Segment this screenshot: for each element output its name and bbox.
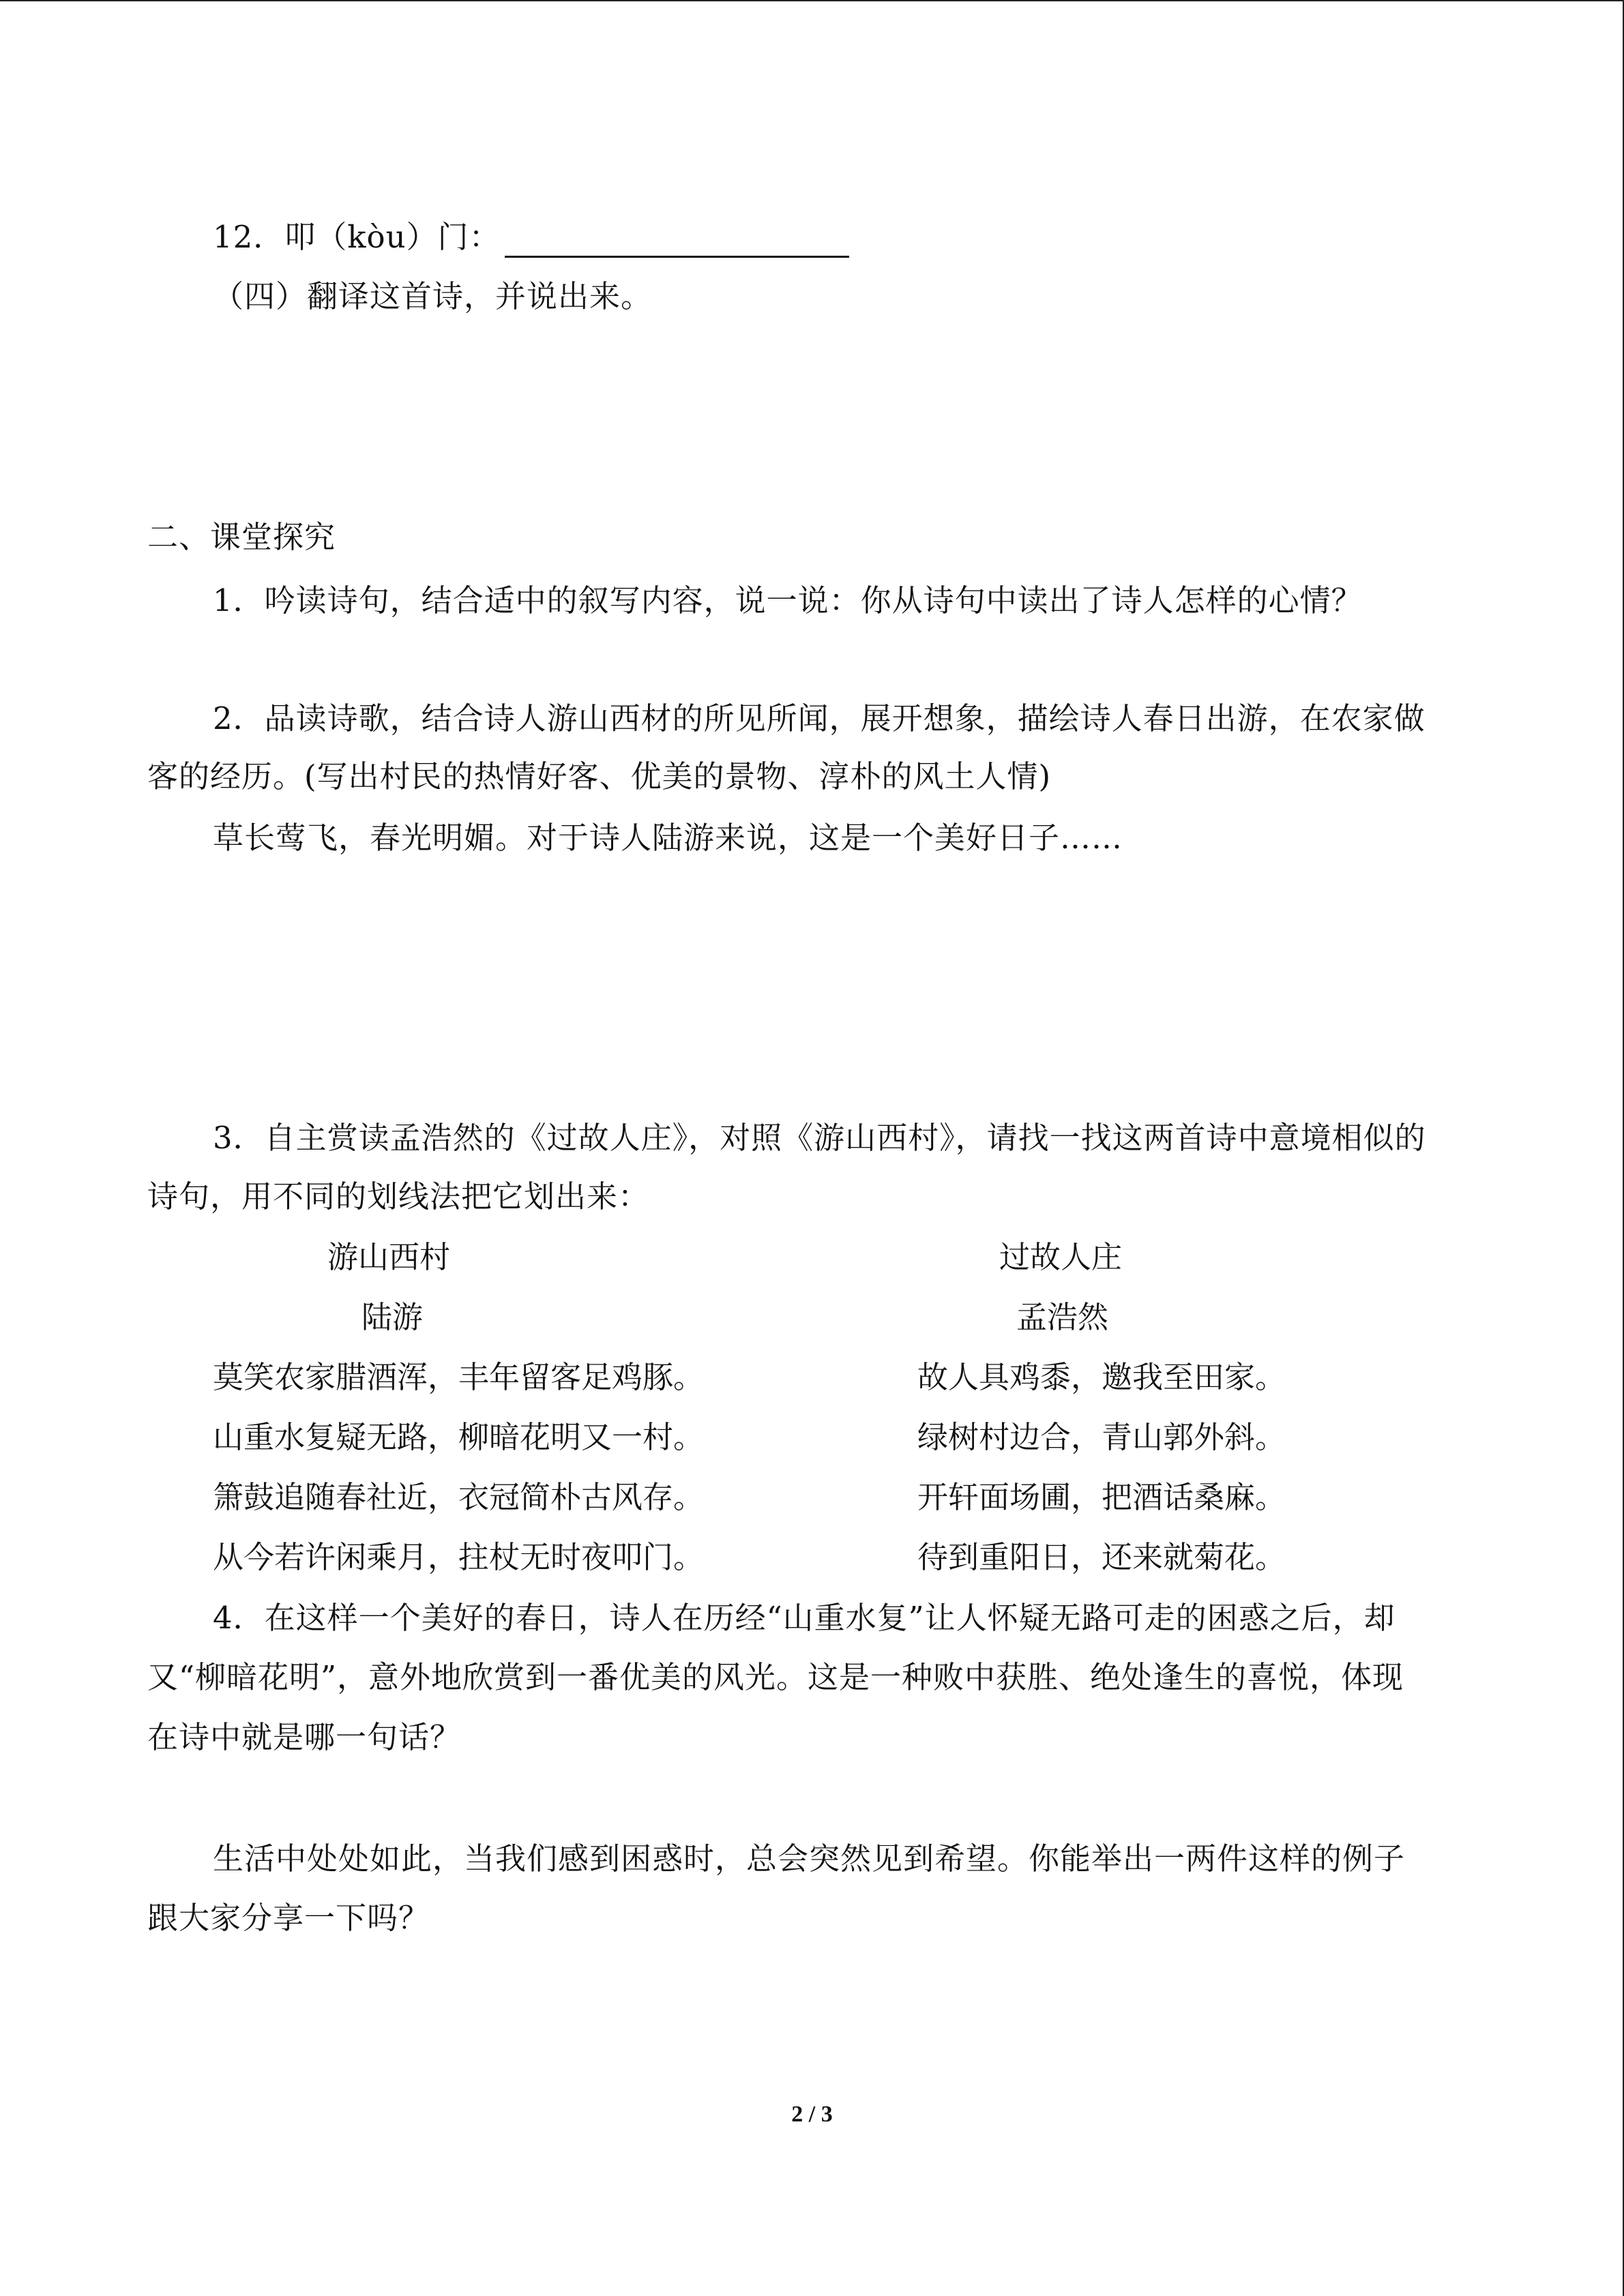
question-1: 1．吟读诗句，结合适中的叙写内容，说一说：你从诗句中读出了诗人怎样的心情？ <box>213 582 1363 618</box>
poem-left-title: 游山西村 <box>327 1239 451 1275</box>
question-12 <box>213 217 849 258</box>
answer-blank[interactable] <box>505 226 849 258</box>
poem-left-line: 山重水复疑无路，柳暗花明又一村。 <box>213 1419 705 1455</box>
poem-left-line: 从今若许闲乘月，拄杖无时夜叩门。 <box>213 1539 705 1575</box>
question-4-line-2: 又“柳暗花明”，意外地欣赏到一番优美的风光。这是一种败中获胜、绝处逢生的喜悦，体现 <box>147 1659 1404 1695</box>
question-4-line-3: 在诗中就是哪一句话？ <box>147 1719 462 1755</box>
poem-right-line: 故人具鸡黍，邀我至田家。 <box>917 1359 1286 1395</box>
question-2-start: 草长莺飞，春光明媚。对于诗人陆游来说，这是一个美好日子…… <box>213 820 1123 856</box>
question-4-line-1: 4．在这样一个美好的春日，诗人在历经“山重水复”让人怀疑无路可走的困惑之后，却 <box>213 1600 1396 1636</box>
question-5-line-2: 跟大家分享一下吗？ <box>147 1900 430 1936</box>
question-2-line-2: 客的经历。(写出村民的热情好客、优美的景物、淳朴的风土人情) <box>147 758 1052 794</box>
section-2-title: 二、课堂探究 <box>147 519 336 555</box>
page-number: 2 / 3 <box>791 2102 833 2127</box>
poem-right-line: 绿树村边合，青山郭外斜。 <box>917 1419 1286 1455</box>
question-5-line-1: 生活中处处如此，当我们感到困惑时，总会突然见到希望。你能举出一两件这样的例子 <box>213 1840 1406 1877</box>
poem-right-line: 开轩面场圃，把酒话桑麻。 <box>917 1479 1286 1515</box>
section-4-title: （四）翻译这首诗，并说出来。 <box>213 278 653 314</box>
poem-right-author: 孟浩然 <box>1016 1299 1109 1335</box>
poem-right-line: 待到重阳日，还来就菊花。 <box>917 1539 1286 1575</box>
poem-left-line: 莫笑农家腊酒浑，丰年留客足鸡豚。 <box>213 1359 705 1395</box>
poem-left-line: 箫鼓追随春社近，衣冠简朴古风存。 <box>213 1479 705 1515</box>
poem-right-title: 过故人庄 <box>999 1239 1123 1275</box>
question-12-text: 12．叩（kòu）门： <box>213 219 501 255</box>
poem-left-author: 陆游 <box>361 1299 424 1335</box>
question-3-line-2: 诗句，用不同的划线法把它划出来： <box>147 1178 650 1214</box>
question-3-line-1: 3．自主赏读孟浩然的《过故人庄》，对照《游山西村》，请找一找这两首诗中意境相似的 <box>213 1120 1426 1156</box>
question-2-line-1: 2．品读诗歌，结合诗人游山西材的所见所闻，展开想象，描绘诗人春日出游，在农家做 <box>213 700 1426 736</box>
